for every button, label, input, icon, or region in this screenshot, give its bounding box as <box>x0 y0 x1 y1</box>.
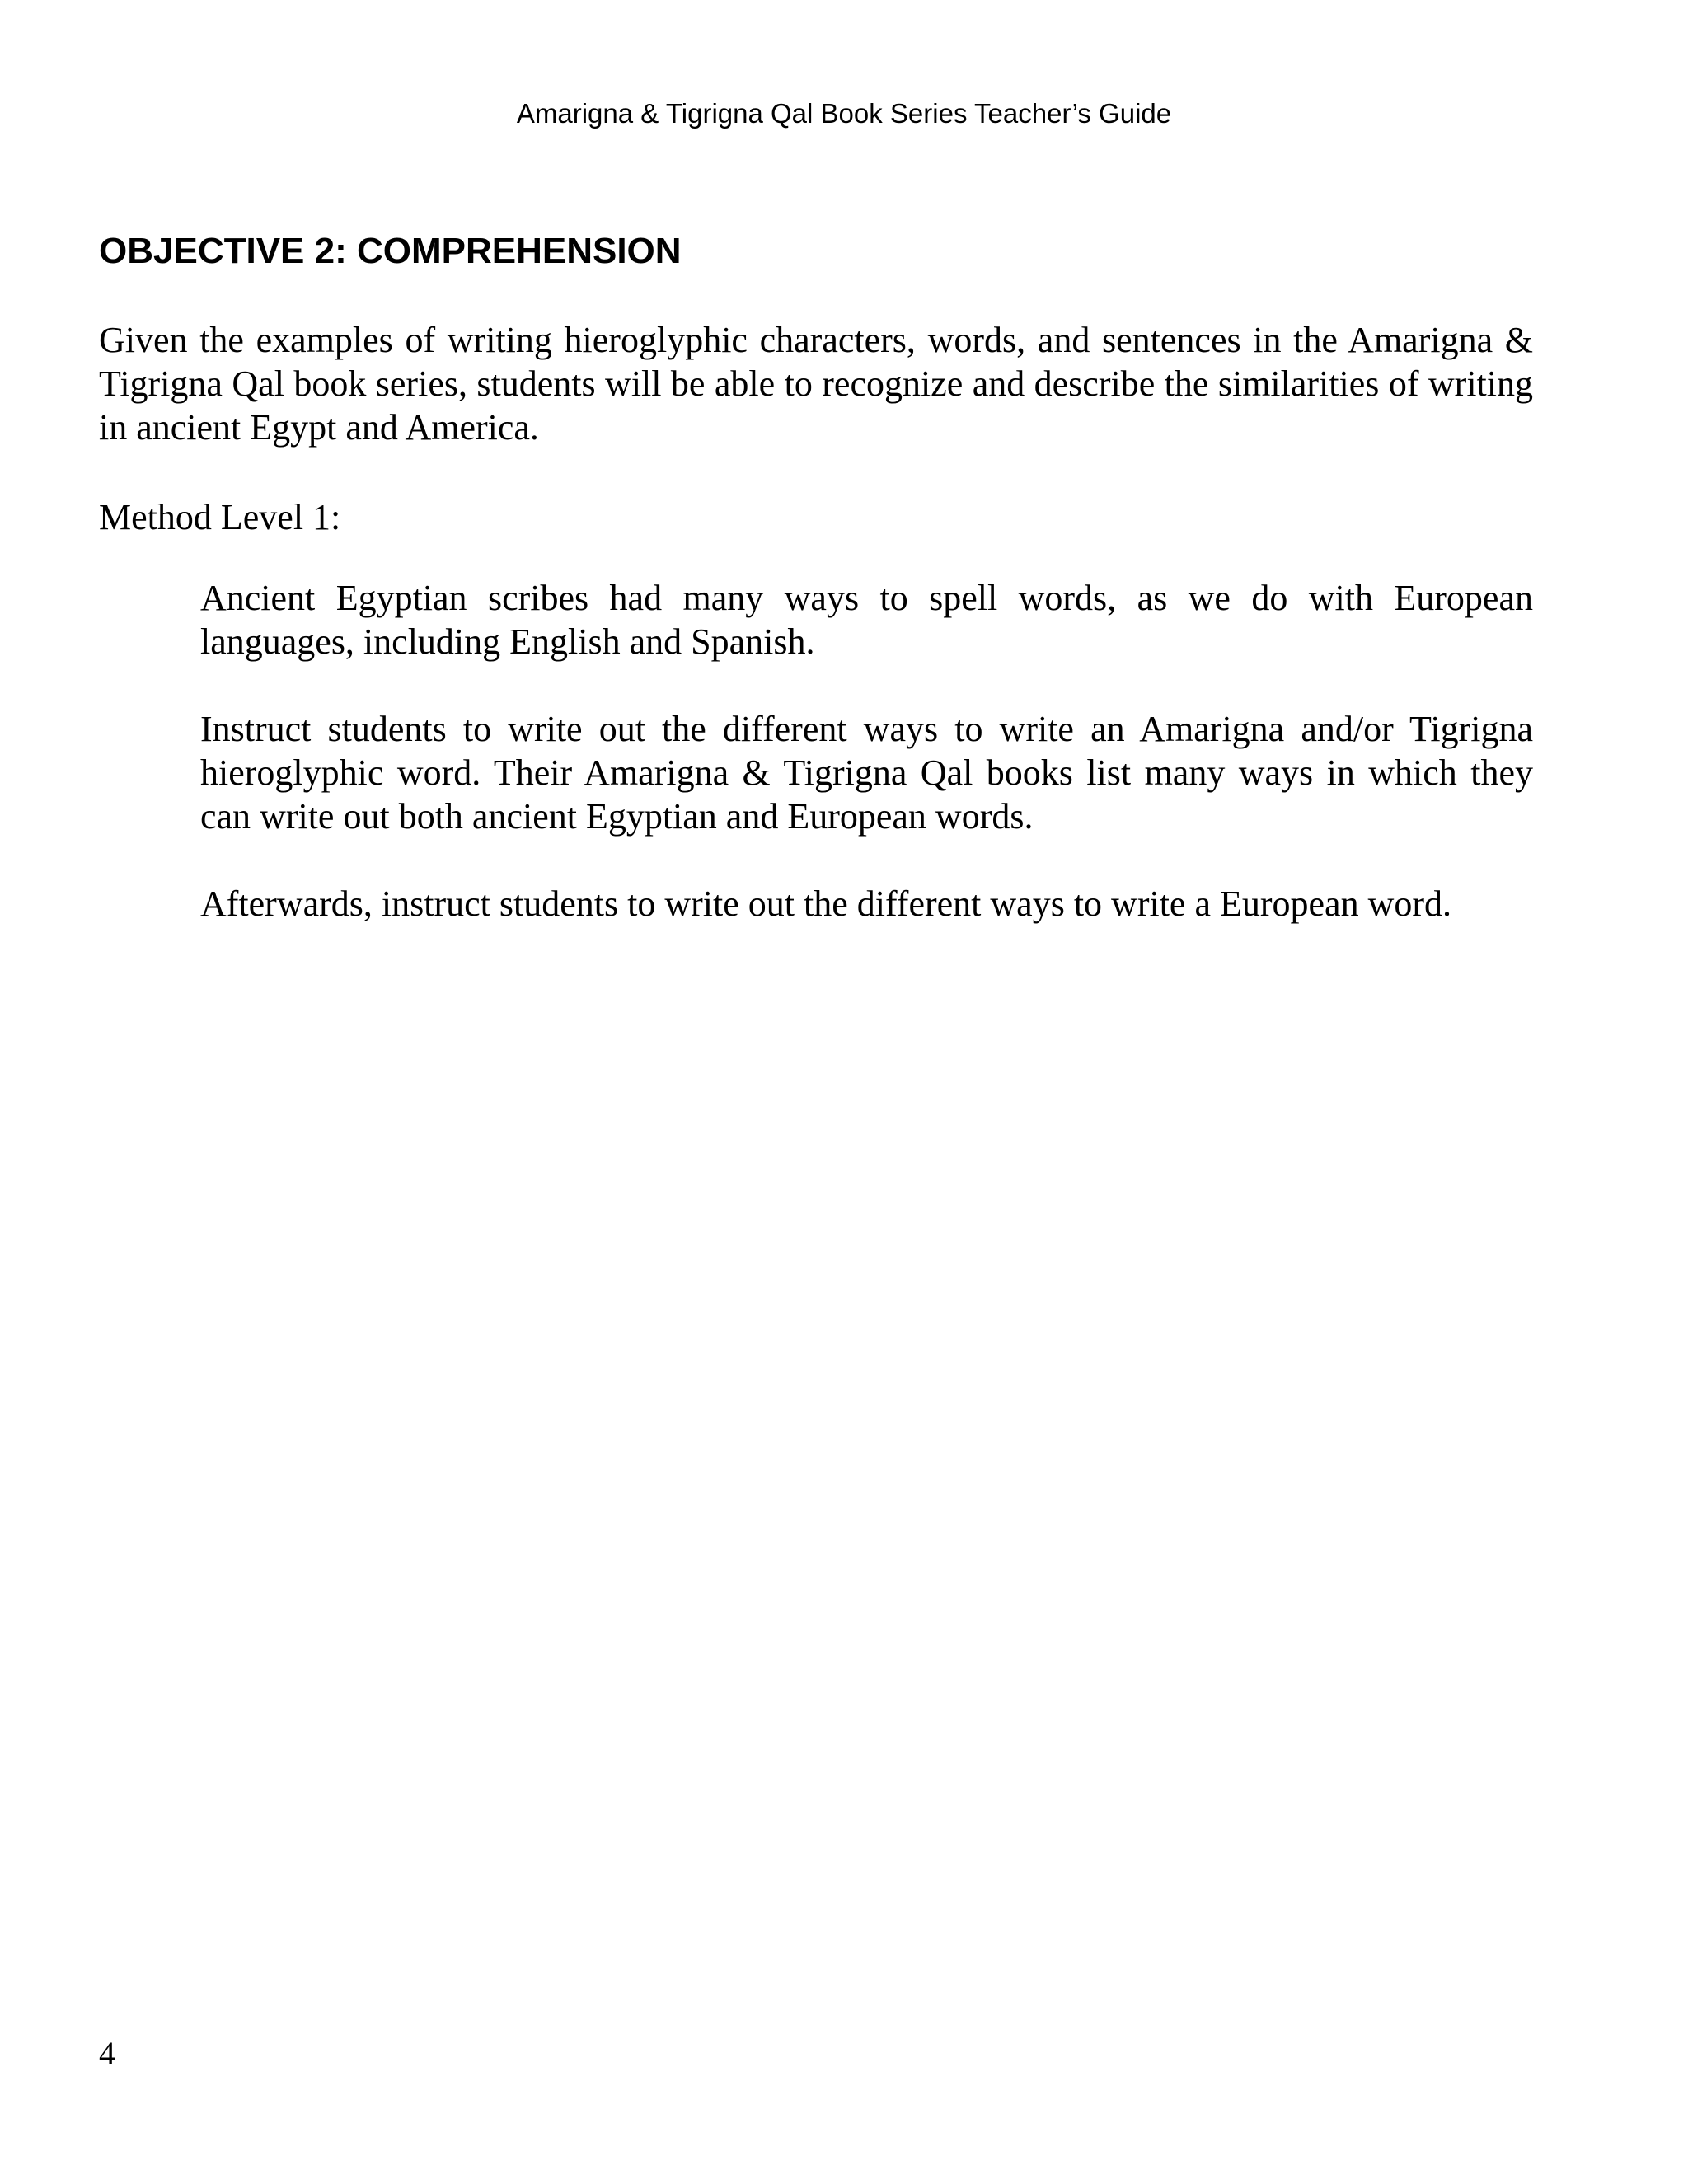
running-header: Amarigna & Tigrigna Qal Book Series Teacher’s Guide <box>516 98 1172 129</box>
page-number: 4 <box>99 2035 115 2072</box>
method-paragraph-afterwards: Afterwards, instruct students to write out the different ways to write a European word. <box>200 883 1451 924</box>
method-level-label: Method Level 1: <box>99 497 341 537</box>
intro-paragraph: Given the examples of writing hieroglyphic characters, words, and sentences in the Amarigna & Tigrigna Qal book series, students will be able to recognize and describe the similarities of writing in ancient Egypt and America. <box>99 320 1533 448</box>
method-paragraph-instruct: Instruct students to write out the different ways to write an Amarigna and/or Tigrigna hieroglyphic word. Their Amarigna & Tigrigna Qal books list many ways in which they can write out both ancient Egyptian and European words. <box>200 709 1533 837</box>
objective-heading: OBJECTIVE 2: COMPREHENSION <box>99 231 682 271</box>
method-paragraph-scribes: Ancient Egyptian scribes had many ways to spell words, as we do with European languages, including English and Spanish. <box>200 578 1533 662</box>
method-instructions <box>200 576 1533 969</box>
